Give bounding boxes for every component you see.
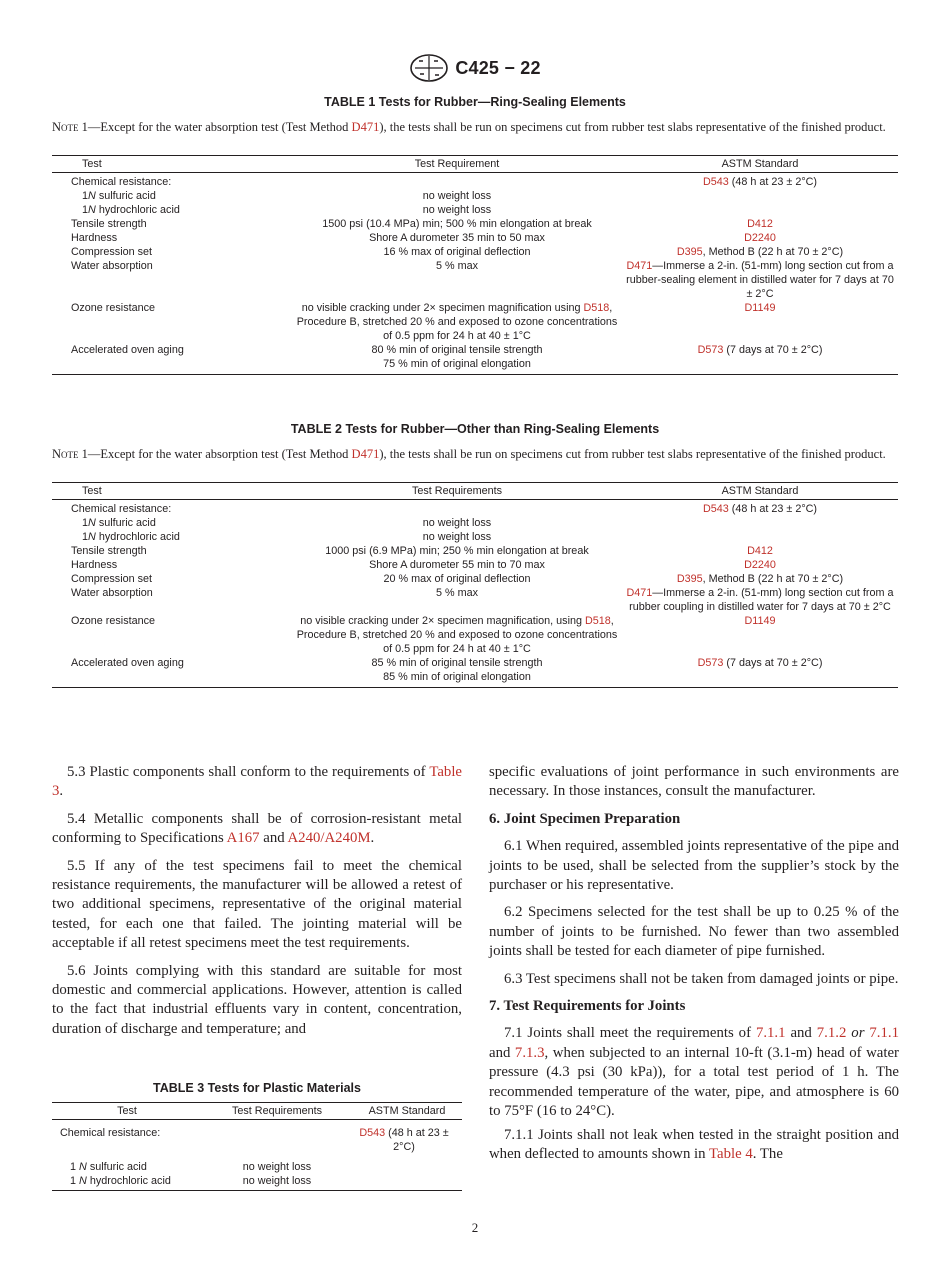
standard-text: (48 h at 23 ± 2°C) <box>728 176 818 188</box>
standard-text: (48 h at 23 ± 2°C) <box>385 1127 449 1153</box>
standard-ref-link[interactable]: D573 <box>697 657 724 669</box>
table-cell-standard <box>622 217 898 231</box>
paragraph-text: and <box>489 1044 515 1061</box>
table-cell-standard <box>622 656 898 670</box>
table-row <box>52 544 898 558</box>
table1-header-requirement: Test Requirement <box>292 156 622 173</box>
table-cell-requirement: no weight loss <box>422 190 492 202</box>
table3-header-test: Test <box>52 1103 202 1120</box>
table-row <box>52 1160 462 1174</box>
requirement-text-end: , Procedure B, stretched 20 % and exposed to ozone concentrations of 0.5 ppm for 24 h at 40 ± 1°C <box>296 615 618 655</box>
table-row <box>52 558 898 572</box>
table-cell-test: Compression set <box>71 573 153 585</box>
document-title: C425 − 22 <box>455 57 541 78</box>
page-header <box>0 52 950 84</box>
table-cell-test: Chemical resistance: <box>71 503 172 515</box>
paragraph-5-3 <box>52 763 462 802</box>
table-row <box>52 343 898 357</box>
section-6-heading: 6. Joint Specimen Preparation <box>489 810 681 827</box>
standard-ref-link[interactable]: D412 <box>747 218 773 230</box>
standard-ref-link[interactable]: D573 <box>697 344 724 356</box>
table-row <box>52 516 898 530</box>
table1-header-test: Test <box>52 156 292 173</box>
table2-note-text: —Except for the water absorption test (Test Method <box>87 447 352 461</box>
table-cell-requirement: 85 % min of original tensile strength <box>371 657 543 669</box>
astm-logo-icon <box>409 53 449 83</box>
standard-text: —Immerse a 2-in. (51-mm) long section cut from a rubber coupling in distilled water for 7 days at 70 ± 2°C <box>629 587 894 613</box>
table-cell-test: Chemical resistance: <box>71 176 172 188</box>
table-row <box>52 301 898 343</box>
requirement-ref-link[interactable]: D518 <box>584 615 611 627</box>
table-cell-requirement: no weight loss <box>242 1161 312 1173</box>
table-cell-test: 1N hydrochloric acid <box>82 531 180 543</box>
standard-text: , Method B (22 h at 70 ± 2°C) <box>702 573 844 585</box>
table-cell-requirement: no weight loss <box>422 531 492 543</box>
table-cell-requirement: 75 % min of original elongation <box>292 357 622 375</box>
paragraph-text-end: . <box>370 830 375 847</box>
table1-note-text: —Except for the water absorption test (Test Method <box>87 120 352 134</box>
table-cell-standard <box>622 586 898 614</box>
table-cell-test: 1 N sulfuric acid <box>70 1161 147 1173</box>
table2-note-text-end: ), the tests shall be run on specimens cut from rubber test slabs representative of the finished product. <box>379 447 886 461</box>
table-cell-standard <box>622 516 898 530</box>
table-cell-requirement: 5 % max <box>435 587 478 599</box>
table-cell-test: Ozone resistance <box>71 615 156 627</box>
table-cell-standard <box>622 500 898 517</box>
table-cell-test: Accelerated oven aging <box>71 344 184 356</box>
table-row <box>52 1174 462 1191</box>
paragraph-text: , when subjected to an internal 10-ft (3.1-m) head of water pressure (4.3 psi (30 kPa)), for a total test period of 1 h. The recommended temperature of the water, pipe, and atmosphere is 60 to 75°F (16 to 24°C). <box>489 1044 899 1120</box>
requirement-ref-link[interactable]: D518 <box>583 302 610 314</box>
table-row <box>52 1120 462 1161</box>
standard-ref-link[interactable]: D471 <box>626 260 653 272</box>
table-cell-test <box>52 670 292 688</box>
table-cell-test: Water absorption <box>71 587 153 599</box>
paragraph-text: and <box>785 1025 817 1042</box>
table-cell-requirement: no weight loss <box>202 1174 352 1191</box>
requirement-text: no visible cracking under 2× specimen magnification, using <box>300 615 585 627</box>
table-cell-requirement: Shore A durometer 55 min to 70 max <box>369 559 545 571</box>
table-cell-test: 1N sulfuric acid <box>82 190 156 202</box>
paragraph-6-2: 6.2 Specimens selected for the test shall be up to 0.25 % of the number of joints to be furnished. No fewer than two assembled joints shall be tested for each diameter of pipe furnished. <box>489 904 899 960</box>
standard-ref-link[interactable]: D2240 <box>744 232 776 244</box>
table-row <box>52 614 898 656</box>
left-column <box>52 763 462 1047</box>
a167-ref-link[interactable]: A167 <box>226 830 260 847</box>
paragraph-5-6: 5.6 Joints complying with this standard are suitable for most domestic and commercial applications. However, attention is called to the fact that industrial effluents vary in content, concentration, duration of discharge and temperature; and <box>52 962 462 1037</box>
section-7-1-2-ref-link[interactable]: 7.1.2 <box>816 1025 847 1042</box>
table-cell-standard <box>622 530 898 544</box>
table-row <box>52 189 898 203</box>
paragraph-text: 7.1 Joints shall meet the requirements of <box>504 1025 756 1042</box>
table2-note-ref-link[interactable]: D471 <box>351 447 380 461</box>
table-cell-requirement <box>292 614 622 656</box>
table2-note <box>52 447 898 462</box>
table-cell-standard <box>622 203 898 217</box>
paragraph-text: 5.3 Plastic components shall conform to the requirements of <box>67 764 430 780</box>
table-row <box>52 217 898 231</box>
table-row <box>52 357 898 375</box>
table-row <box>52 670 898 688</box>
table-cell-standard <box>622 572 898 586</box>
section-7-1-1-ref-link[interactable]: 7.1.1 <box>755 1025 786 1042</box>
table2-header-standard: ASTM Standard <box>622 483 898 500</box>
table-cell-standard <box>622 301 898 343</box>
table3-header-requirements: Test Requirements <box>202 1103 352 1120</box>
table-cell-requirement: 1500 psi (10.4 MPa) min; 500 % min elongation at break <box>322 218 592 230</box>
table-cell-requirement <box>202 1120 352 1161</box>
table-row <box>52 530 898 544</box>
table-cell-standard <box>622 245 898 259</box>
table-cell-requirement: no weight loss <box>422 517 492 529</box>
table-cell-test: Compression set <box>71 246 153 258</box>
table-cell-test: Water absorption <box>71 260 153 272</box>
standard-text: (7 days at 70 ± 2°C) <box>723 657 823 669</box>
table2-header-requirements: Test Requirements <box>292 483 622 500</box>
table2-note-label: Note 1 <box>52 447 88 461</box>
standard-text: , Method B (22 h at 70 ± 2°C) <box>702 246 844 258</box>
table-cell-requirement <box>292 173 622 190</box>
table-cell-test: 1N hydrochloric acid <box>82 204 180 216</box>
requirement-text-end: , Procedure B, stretched 20 % and exposed to ozone concentrations of 0.5 ppm for 24 h at 40 ± 1°C <box>296 302 618 342</box>
table1-header-standard: ASTM Standard <box>622 156 898 173</box>
paragraph-7-1-1 <box>489 1126 899 1165</box>
table-header-row <box>52 483 898 500</box>
table3 <box>52 1102 462 1191</box>
table2 <box>52 482 898 688</box>
standard-ref-link[interactable]: D2240 <box>744 559 776 571</box>
section-7-1-1-ref-link[interactable]: 7.1.1 <box>869 1025 899 1042</box>
table2-caption: TABLE 2 Tests for Rubber—Other than Ring-Sealing Elements <box>290 422 660 436</box>
paragraph-text-end: . The <box>752 1145 783 1162</box>
table-cell-requirement <box>292 301 622 343</box>
table1-note-label: Note 1 <box>52 120 88 134</box>
table-cell-standard <box>352 1120 462 1161</box>
table1 <box>52 155 898 375</box>
table3-ref-link[interactable]: Table 3 <box>52 764 462 800</box>
table-cell-standard <box>622 343 898 357</box>
standard-ref-link[interactable]: D395 <box>676 573 703 585</box>
table-cell-requirement: no weight loss <box>422 204 492 216</box>
table-cell-test: Tensile strength <box>71 218 147 230</box>
standard-text: —Immerse a 2-in. (51-mm) long section cut from a rubber-sealing element in distilled water for 7 days at 70 ± 2°C <box>626 260 894 300</box>
table-cell-standard <box>622 614 898 656</box>
table-cell-test: 1 N hydrochloric acid <box>52 1174 202 1191</box>
requirement-text: no visible cracking under 2× specimen magnification using <box>301 302 584 314</box>
standard-ref-link[interactable]: D543 <box>702 176 729 188</box>
table-cell-requirement: 85 % min of original elongation <box>292 670 622 688</box>
table-cell-test: Chemical resistance: <box>60 1127 161 1139</box>
paragraph-text: 5.4 Metallic components shall be of corrosion-resistant metal conforming to Specifications <box>52 810 462 847</box>
table3-header-standard: ASTM Standard <box>352 1103 462 1120</box>
paragraph-text-or: or <box>846 1025 870 1042</box>
table-header-row <box>52 156 898 173</box>
table4-ref-link[interactable]: Table 4 <box>709 1145 753 1162</box>
standard-ref-link[interactable]: D471 <box>626 587 653 599</box>
table1-note <box>52 120 898 135</box>
a240-ref-link[interactable]: A240/A240M <box>287 830 371 847</box>
table2-header-test: Test <box>52 483 292 500</box>
table-row <box>52 500 898 517</box>
standard-ref-link[interactable]: D395 <box>676 246 703 258</box>
table-row <box>52 173 898 190</box>
table-cell-standard <box>352 1174 462 1191</box>
table1-caption: TABLE 1 Tests for Rubber—Ring-Sealing Elements <box>324 95 626 109</box>
table-row <box>52 656 898 670</box>
table-cell-standard <box>622 558 898 572</box>
paragraph-6-3: 6.3 Test specimens shall not be taken from damaged joints or pipe. <box>504 970 899 987</box>
table-row <box>52 203 898 217</box>
table-cell-standard <box>622 189 898 203</box>
table-cell-requirement <box>292 500 622 517</box>
paragraph-5-5: 5.5 If any of the test specimens fail to meet the chemical resistance requirements, the manufacturer will be allowed a retest of two additional specimens, representative of the original material tested, for each one that failed. The jointing material will be acceptable if all retest specimens meet the test requirements. <box>52 857 462 952</box>
table-cell-standard <box>352 1160 462 1174</box>
table-cell-requirement: 20 % max of original deflection <box>383 573 531 585</box>
page-number: 2 <box>471 1220 479 1235</box>
table-row <box>52 259 898 301</box>
table-cell-requirement: 16 % max of original deflection <box>383 246 531 258</box>
table-row <box>52 586 898 614</box>
table-cell-requirement: Shore A durometer 35 min to 50 max <box>369 232 545 244</box>
standard-text: (48 h at 23 ± 2°C) <box>728 503 818 515</box>
standard-ref-link[interactable]: D1149 <box>744 302 776 314</box>
table3-caption: TABLE 3 Tests for Plastic Materials <box>153 1081 361 1095</box>
table-cell-requirement: 5 % max <box>435 260 478 272</box>
standard-ref-link[interactable]: D543 <box>359 1127 386 1139</box>
table-row <box>52 572 898 586</box>
table-cell-standard <box>622 173 898 190</box>
table-cell-standard <box>622 544 898 558</box>
table-row <box>52 245 898 259</box>
table-cell-test: Hardness <box>71 559 118 571</box>
paragraph-5-6-continued: specific evaluations of joint performance in such environments are necessary. In those instances, consult the manufacturer. <box>489 764 899 800</box>
table1-note-ref-link[interactable]: D471 <box>351 120 380 134</box>
paragraph-5-4 <box>52 810 462 849</box>
paragraph-7-1 <box>489 1024 899 1121</box>
table-cell-test: Accelerated oven aging <box>71 657 184 669</box>
paragraph-text: 7.1.1 Joints shall not leak when tested in the straight position and when deflected to amounts shown in <box>489 1126 899 1162</box>
standard-ref-link[interactable]: D412 <box>747 545 773 557</box>
table-cell-test: 1N sulfuric acid <box>82 517 156 529</box>
right-column <box>489 763 899 1172</box>
table-cell-test: Hardness <box>71 232 118 244</box>
table-cell-standard <box>622 259 898 301</box>
table-cell-requirement: 1000 psi (6.9 MPa) min; 250 % min elongation at break <box>325 545 589 557</box>
table-cell-requirement: 80 % min of original tensile strength <box>371 344 543 356</box>
paragraph-6-1: 6.1 When required, assembled joints representative of the pipe and joints to be used, shall be selected from the supplier’s stock by the purchaser or his representative. <box>489 838 899 894</box>
paragraph-text-end: . <box>59 783 64 800</box>
table-cell-test <box>52 357 292 375</box>
table-cell-test: Ozone resistance <box>71 302 156 314</box>
table-header-row <box>52 1103 462 1120</box>
table-cell-test: Tensile strength <box>71 545 147 557</box>
standard-text: (7 days at 70 ± 2°C) <box>723 344 823 356</box>
paragraph-text-mid: and <box>259 830 288 847</box>
table-row <box>52 231 898 245</box>
standard-ref-link[interactable]: D1149 <box>744 615 776 627</box>
standard-ref-link[interactable]: D543 <box>702 503 729 515</box>
section-7-1-3-ref-link[interactable]: 7.1.3 <box>514 1044 545 1061</box>
section-7-heading: 7. Test Requirements for Joints <box>489 998 686 1015</box>
table-cell-standard <box>622 357 898 375</box>
table-cell-standard <box>622 231 898 245</box>
table1-note-text-end: ), the tests shall be run on specimens cut from rubber test slabs representative of the finished product. <box>379 120 886 134</box>
table-cell-standard <box>622 670 898 688</box>
